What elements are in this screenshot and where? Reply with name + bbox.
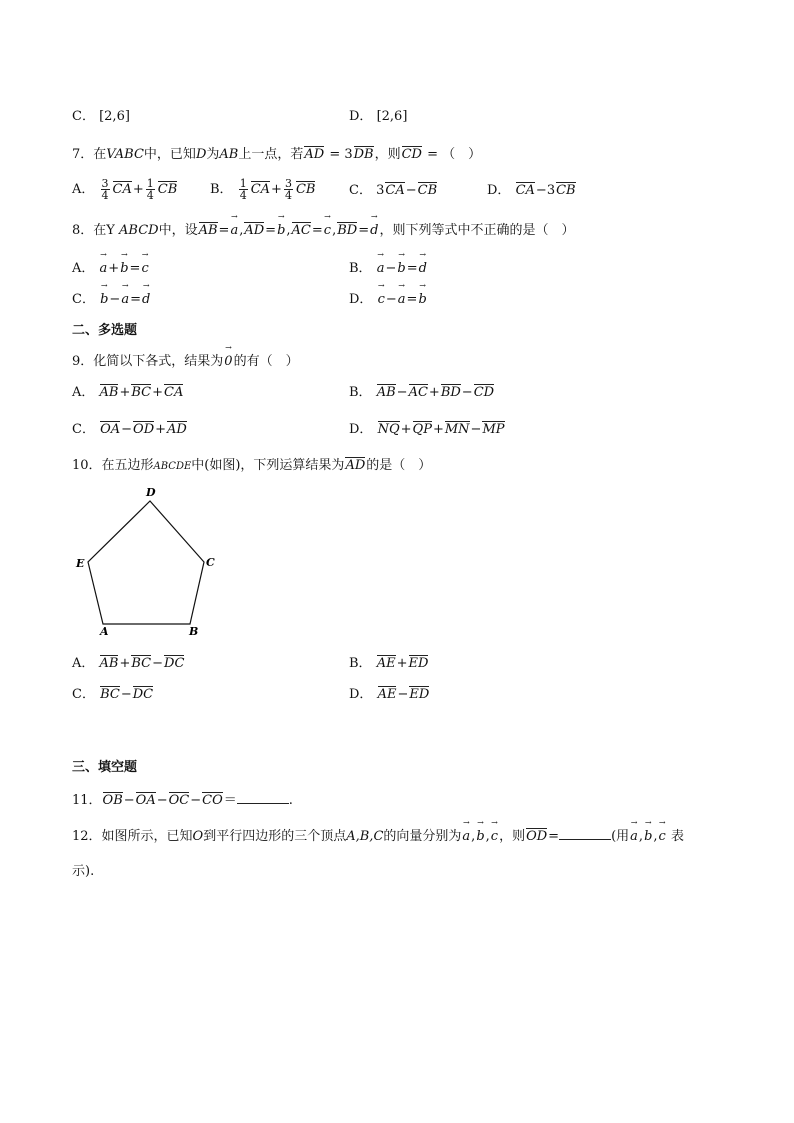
- vector-db: DB: [353, 147, 374, 162]
- q12-text: 表: [670, 829, 684, 844]
- option-letter: B．: [210, 182, 233, 197]
- coef: 3: [376, 183, 385, 198]
- q8-text: 中，设: [158, 223, 198, 238]
- q8-shape: Y: [106, 223, 115, 238]
- q10-pentagon-name: ABCDE: [153, 461, 192, 472]
- option-letter: A．: [72, 182, 95, 197]
- option-letter: D．: [349, 109, 373, 124]
- q9-text: 9．化简以下各式，结果为: [72, 354, 224, 369]
- q7-text: 中，已知: [143, 147, 196, 162]
- vector-oa: OA: [100, 422, 121, 437]
- q7-option-b: B． $\frac{1}{4}$ CA+ $\frac{3}{4}$ CB: [210, 177, 316, 202]
- q8-option-c: C． → b−→ a=→ d: [72, 291, 151, 309]
- option-value: [2,6]: [376, 109, 408, 124]
- option-letter: D．: [349, 292, 373, 307]
- q7-option-d: D． CA−3CB: [487, 183, 576, 198]
- vector-cb: CB: [417, 183, 438, 198]
- numerator: 3: [101, 177, 109, 190]
- vector-ac: AC: [408, 385, 428, 400]
- vector-d: → d: [142, 291, 150, 309]
- q12-text: ，则: [499, 829, 526, 844]
- vector-od: OD: [133, 422, 155, 437]
- vector-a: → a: [377, 260, 385, 278]
- question-9: [72, 353, 299, 371]
- vector-b: → b: [100, 291, 108, 309]
- option-letter: A．: [72, 656, 95, 671]
- q10-text: 10．在五边形: [72, 458, 154, 473]
- vertex-label-e: E: [76, 557, 85, 570]
- vertex-label-b: B: [189, 625, 199, 638]
- vector-ab: AB: [99, 385, 119, 400]
- coef: 3: [546, 183, 556, 198]
- q10-option-c: C． BC−DC: [72, 687, 154, 702]
- q11-lead: 11．: [72, 793, 102, 808]
- q6-option-d: [349, 108, 407, 126]
- vector-a: → a: [100, 260, 108, 278]
- denominator: 4: [284, 189, 292, 202]
- option-letter: C．: [72, 687, 95, 702]
- q10-option-d: D． AE−ED: [349, 687, 430, 702]
- answer-blank[interactable]: [237, 791, 289, 804]
- vector-c: → c: [491, 828, 498, 846]
- q7-point: D: [195, 147, 207, 162]
- vector-ca: CA: [112, 182, 132, 197]
- vector-ac: AC: [291, 223, 311, 238]
- question-11: 11．OB−OA−OC−CO＝ .: [72, 793, 293, 808]
- vector-ca: CA: [385, 183, 405, 198]
- vector-a: → a: [398, 291, 406, 309]
- numerator: 1: [146, 177, 154, 190]
- option-letter: C．: [72, 109, 95, 124]
- q7-triangle: VABC: [106, 147, 144, 162]
- vector-od: OD: [526, 829, 548, 844]
- option-letter: D．: [349, 687, 373, 702]
- vector-c: → c: [378, 291, 385, 309]
- q7-lead: 7．在: [72, 147, 107, 162]
- vector-dc: DC: [132, 687, 154, 702]
- vector-ad: AD: [167, 422, 187, 437]
- vector-b: → b: [644, 828, 652, 846]
- vector-d: → d: [419, 260, 427, 278]
- answer-blank[interactable]: [559, 827, 611, 840]
- vector-ca: CA: [164, 385, 184, 400]
- vector-d: → d: [370, 222, 378, 240]
- q9-option-d: D． NQ+QP+MN−MP: [349, 422, 505, 437]
- vector-b: → b: [120, 260, 128, 278]
- vertex-label-d: D: [146, 486, 156, 499]
- question-8: 8．在Y ABCD中，设AB=→ a,AD=→ b,AC=→ c,BD=→ d，则下列等式中不正确的是（ ）: [72, 222, 574, 240]
- vector-bc: BC: [100, 687, 120, 702]
- zero-vector: → 0: [224, 353, 232, 371]
- q10-text: 中(如图)，下列运算结果为: [191, 458, 345, 473]
- q9-option-b: B． AB−AC+BD−CD: [349, 385, 495, 400]
- q8-quad: ABCD: [119, 223, 159, 238]
- section-fill-blank: 三、填空题: [72, 760, 138, 775]
- question-10: [72, 457, 431, 476]
- vector-a: → a: [121, 291, 129, 309]
- vertex-label-a: A: [100, 625, 109, 638]
- option-letter: D．: [487, 183, 511, 198]
- q8-tail: ，则下列等式中不正确的是（ ）: [379, 223, 575, 238]
- q7-text: ，则: [374, 147, 401, 162]
- q9-option-c: C． OA−OD+AD: [72, 422, 187, 437]
- numerator: 3: [284, 177, 292, 190]
- vector-ab: AB: [198, 223, 218, 238]
- vertex-label-c: C: [206, 556, 215, 569]
- question-12-cont: 示).: [72, 864, 95, 879]
- fraction: [239, 178, 248, 201]
- vector-b: → b: [277, 222, 285, 240]
- q12-text: 的向量分别为: [383, 829, 462, 844]
- vector-ae: AE: [376, 656, 396, 671]
- vector-a: → a: [630, 828, 638, 846]
- vector-ad: AD: [244, 223, 265, 238]
- q10-option-b: B． AE+ED: [349, 656, 429, 671]
- option-letter: C．: [349, 183, 372, 198]
- vector-ad: AD: [345, 458, 366, 473]
- pentagon-figure: [70, 483, 230, 643]
- q8-option-b: B． → a−→ b=→ d: [349, 260, 428, 278]
- denominator: 4: [239, 189, 247, 202]
- vector-mn: MN: [444, 422, 470, 437]
- question-7: [72, 146, 481, 164]
- q12-vertices: A,B,C: [346, 829, 384, 844]
- vector-b: → b: [418, 291, 426, 309]
- question-12: 12．如图所示，已知O到平行四边形的三个顶点A,B,C的向量分别为→ a,→ b,→ c，则OD= (用→ a,→ b,→ c 表: [72, 827, 684, 846]
- vector-cd: CD: [473, 385, 495, 400]
- vector-cd: CD: [401, 147, 422, 162]
- q11-eq: ＝: [223, 793, 237, 808]
- option-letter: C．: [72, 422, 95, 437]
- vector-oa: OA: [135, 793, 156, 808]
- vector-a: → a: [230, 222, 238, 240]
- fraction: [146, 178, 155, 201]
- vector-c: → c: [141, 260, 148, 278]
- vector-ob: OB: [102, 793, 123, 808]
- vector-c: → c: [659, 828, 666, 846]
- vector-cb: CB: [556, 183, 576, 198]
- vector-cb: CB: [157, 182, 178, 197]
- numerator: 1: [239, 177, 247, 190]
- vector-ed: ED: [408, 656, 429, 671]
- option-letter: B．: [349, 656, 372, 671]
- vector-c: → c: [324, 222, 331, 240]
- vector-cb: CB: [295, 182, 316, 197]
- q12-text: 12．如图所示，已知: [72, 829, 193, 844]
- q10-option-a: A． AB+BC−DC: [72, 656, 185, 671]
- vector-bc: BC: [131, 656, 152, 671]
- q8-option-a: A． → a+→ b=→ c: [72, 260, 150, 278]
- vector-bd: BD: [337, 223, 358, 238]
- vector-oc: OC: [168, 793, 190, 808]
- q7-text: 为: [206, 147, 220, 162]
- q9-option-a: A． AB+BC+CA: [72, 385, 184, 400]
- vector-ca: CA: [250, 182, 271, 197]
- q12-text: (用: [611, 829, 630, 844]
- vector-qp: QP: [412, 422, 432, 437]
- q8-lead: 8．在: [72, 223, 107, 238]
- vector-mp: MP: [482, 422, 505, 437]
- fraction: [284, 178, 293, 201]
- option-value: [2,6]: [99, 109, 130, 124]
- option-letter: B．: [349, 261, 372, 276]
- vector-co: CO: [202, 793, 223, 808]
- vector-b: → b: [397, 260, 405, 278]
- vector-bc: BC: [131, 385, 152, 400]
- vector-a: → a: [462, 828, 470, 846]
- denominator: 4: [146, 189, 154, 202]
- q6-option-c: [72, 108, 130, 126]
- q12-text: 到平行四边形的三个顶点: [203, 829, 347, 844]
- vector-ab: AB: [376, 385, 396, 400]
- vector-nq: NQ: [377, 422, 400, 437]
- vector-ae: AE: [377, 687, 397, 702]
- q8-option-d: D． → c−→ a=→ b: [349, 291, 428, 309]
- option-letter: D．: [349, 422, 373, 437]
- option-letter: A．: [72, 261, 95, 276]
- q11-period: .: [288, 793, 293, 808]
- option-letter: C．: [72, 292, 95, 307]
- q10-tail: 的是（ ）: [366, 458, 432, 473]
- q9-tail: 的有（ ）: [233, 354, 299, 369]
- fraction: [101, 178, 110, 201]
- q12-point: O: [192, 829, 204, 844]
- section-multi-choice: 二、多选题: [72, 323, 138, 338]
- option-letter: A．: [72, 385, 95, 400]
- vector-b: → b: [476, 828, 484, 846]
- vector-bd: BD: [440, 385, 461, 400]
- vector-dc: DC: [164, 656, 185, 671]
- q7-tail: = （ ）: [427, 147, 482, 162]
- vector-ca: CA: [515, 183, 535, 198]
- vector-ed: ED: [409, 687, 430, 702]
- q7-option-a: A． $\frac{3}{4}$ CA+ $\frac{1}{4}$ CB: [72, 177, 178, 202]
- q7-text: 上一点，若: [238, 147, 304, 162]
- option-letter: B．: [349, 385, 372, 400]
- pentagon-shape: [88, 501, 204, 624]
- q7-eq: = 3: [329, 147, 353, 162]
- vector-ad: AD: [304, 147, 325, 162]
- q7-option-c: C． 3CA−CB: [349, 183, 438, 198]
- q7-segment: AB: [219, 147, 239, 162]
- vector-ab: AB: [99, 656, 119, 671]
- denominator: 4: [101, 189, 109, 202]
- q12-eq: =: [548, 829, 560, 844]
